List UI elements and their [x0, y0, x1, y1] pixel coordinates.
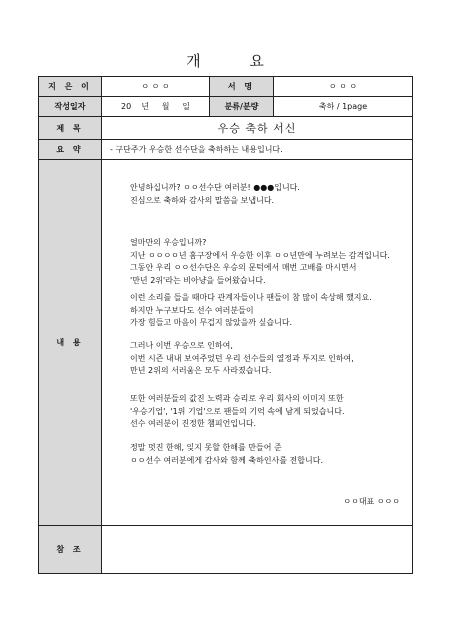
author-label: 지 은 이: [39, 77, 102, 97]
letter-line: 또한 여러분들의 값진 노력과 승리로 우리 회사의 이미지 또한: [130, 394, 344, 403]
letter-line: 하지만 누구보다도 선수 여러분들이: [130, 305, 254, 315]
letter-line: 가장 힘들고 마음이 무겁지 않았을까 싶습니다.: [130, 318, 293, 327]
reference-label: 참 조: [39, 526, 102, 574]
sign-off: ㅇㅇ대표 ㅇㅇㅇ: [343, 497, 400, 506]
letter-line: 만년 2위의 서러움은 모두 사라졌습니다.: [130, 366, 272, 375]
letter-line: 선수 여러분이 진정한 챔피언입니다.: [130, 419, 257, 428]
letter-line: 정말 멋진 한해, 잊지 못할 한해를 만들어 준: [130, 443, 282, 452]
reference-value: [102, 526, 413, 574]
subject-value: 우승 축하 서신: [102, 117, 413, 140]
letter-line: 그러나 이번 우승으로 인하여,: [130, 341, 233, 350]
letter-line: ㅇㅇ선수 여러분에게 감사와 함께 축하인사를 전합니다.: [130, 455, 323, 465]
subject-label: 제 목: [39, 117, 102, 140]
letter-line: 진심으로 축하와 감사의 말씀을 보냅니다.: [130, 195, 275, 205]
letter-body: [102, 160, 412, 524]
date-value: 20 년 월 일: [102, 97, 210, 117]
category-label: 분류/분량: [210, 97, 274, 117]
content-body: [102, 160, 413, 526]
letter-line: 안녕하십니까? ㅇㅇ선수단 여러분! ●●●입니다.: [130, 183, 300, 192]
letter-line: 지난 ㅇㅇㅇㅇ년 홈구장에서 우승한 이후 ㅇㅇ년만에 누려보는 감격입니다.: [130, 250, 390, 260]
author-value: ㅇ ㅇ ㅇ: [102, 77, 210, 97]
letter-line: 얼마만의 우승입니까?: [130, 238, 207, 247]
summary-value: - 구단주가 우승한 선수단을 축하하는 내용입니다.: [102, 140, 413, 160]
document-title: 개 요: [186, 52, 286, 70]
content-label: 내 용: [39, 160, 102, 526]
signature-label: 서 명: [210, 77, 274, 97]
letter-line: 그동안 우리 ㅇㅇ선수단은 우승의 문턱에서 매번 고배를 마시면서: [130, 263, 357, 272]
letter-line: '만년 2위'라는 비아냥을 들어왔습니다.: [130, 275, 266, 285]
signature-value: ㅇ ㅇ ㅇ: [274, 77, 413, 97]
letter-line: 이런 소리를 들을 때마다 관계자들이나 팬들이 참 많이 속상해 했지요.: [130, 293, 372, 302]
date-label: 작성일자: [39, 97, 102, 117]
summary-label: 요 약: [39, 140, 102, 160]
letter-line: '우승기업', '1위 기업'으로 팬들의 기억 속에 남게 되었습니다.: [130, 406, 345, 416]
letter-line: 이번 시즌 내내 보여주었던 우리 선수들의 열정과 투지로 인하여,: [130, 353, 354, 363]
overview-table: [38, 76, 413, 574]
category-value: 축하 / 1page: [274, 97, 413, 117]
